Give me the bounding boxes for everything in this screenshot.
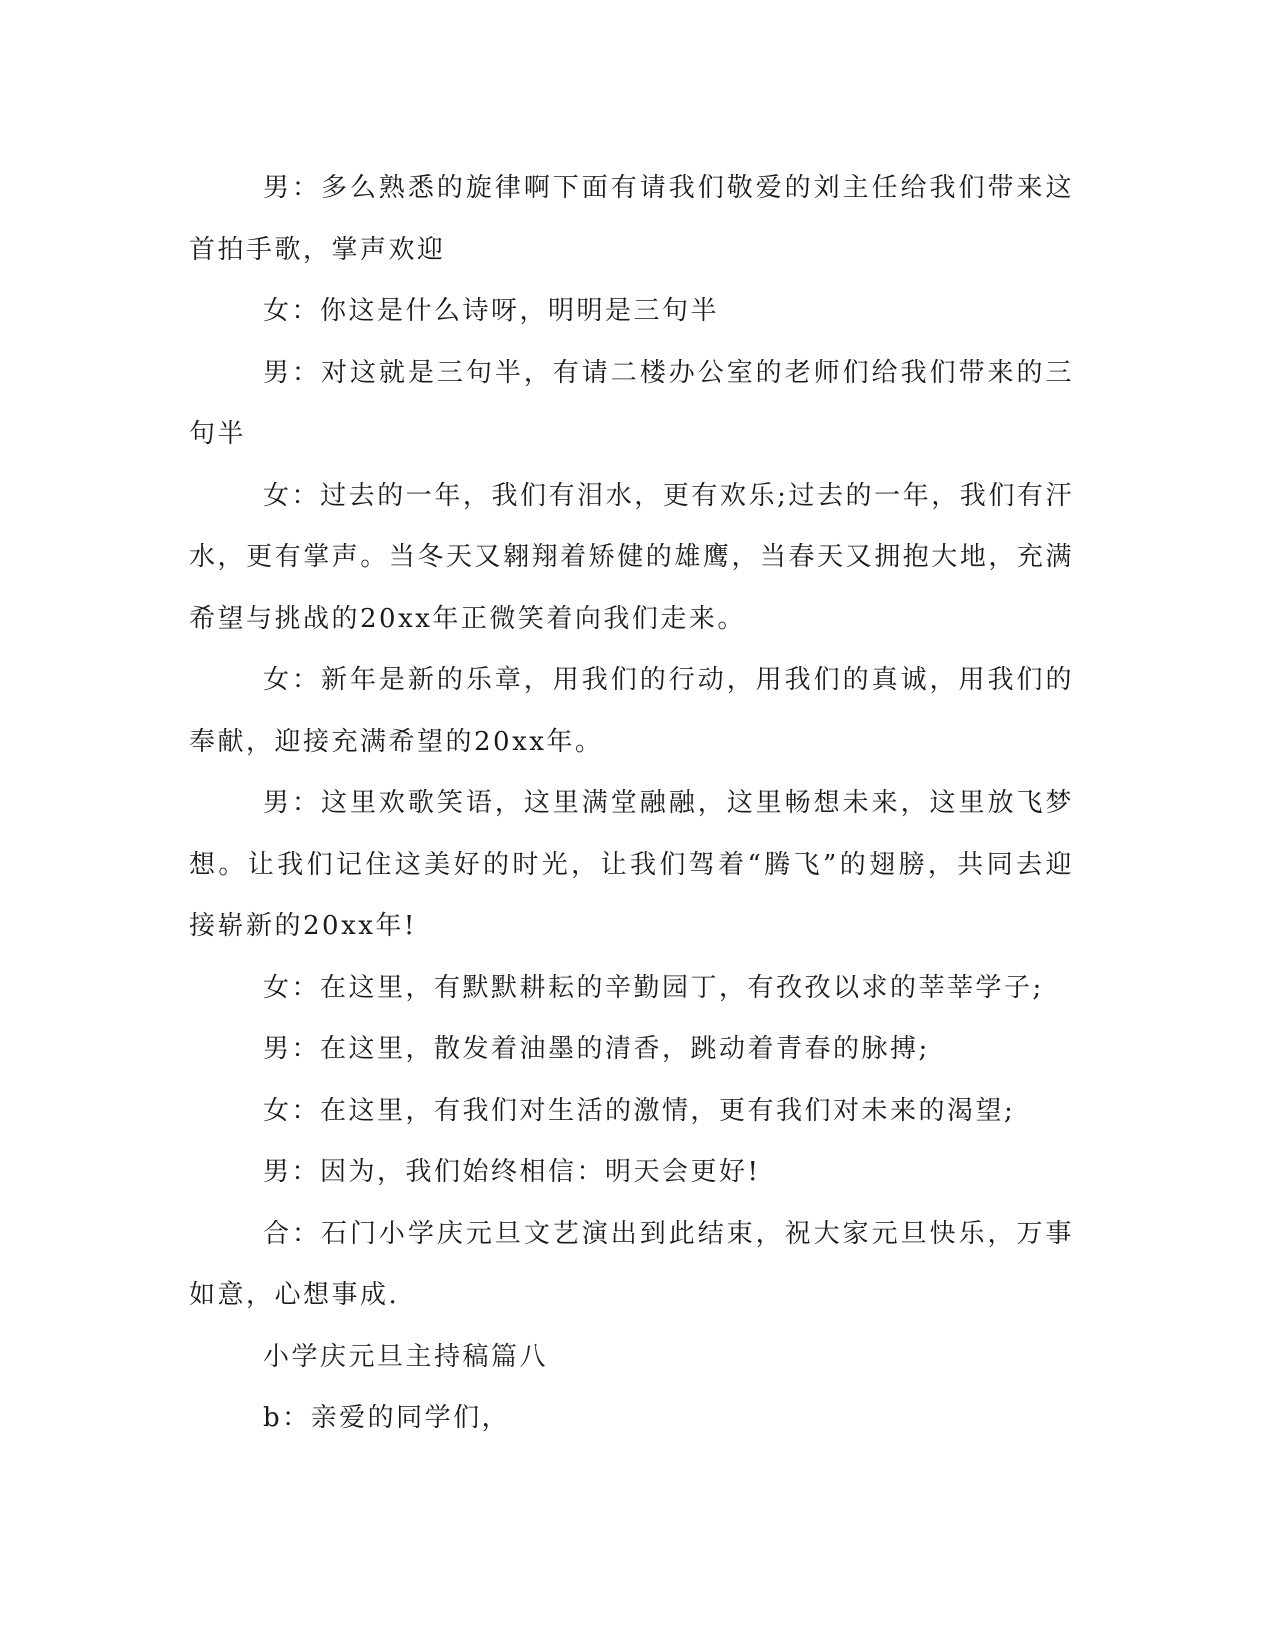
paragraph-b-dear-students: b：亲爱的同学们， (263, 1403, 511, 1433)
paragraph-male-three-and-half: 男：对这就是三句半，有请二楼办公室的老师们给我们带来的三句半 (189, 357, 1074, 449)
paragraph-male-joyful-songs: 男：这里欢歌笑语，这里满堂融融，这里畅想未来，这里放飞梦想。让我们记住这美好的时光，让我们驾着“腾飞”的翅膀，共同去迎接崭新的20xx年! (189, 788, 1074, 941)
paragraph-female-new-year-movement: 女：新年是新的乐章，用我们的行动，用我们的真诚，用我们的奉献，迎接充满希望的20xx年。 (189, 665, 1074, 757)
paragraph-female-what-poem: 女：你这是什么诗呀，明明是三句半 (263, 296, 720, 326)
section-heading: 小学庆元旦主持稿篇八 (263, 1341, 549, 1372)
paragraph-female-gardeners: 女：在这里，有默默耕耘的辛勤园丁，有孜孜以求的莘莘学子; (263, 972, 1044, 1003)
paragraph-male-better-tomorrow: 男：因为，我们始终相信：明天会更好! (263, 1157, 761, 1187)
paragraph-female-passion: 女：在这里，有我们对生活的激情，更有我们对未来的渴望; (263, 1095, 1016, 1126)
paragraph-male-ink-fragrance: 男：在这里，散发着油墨的清香，跳动着青春的脉搏; (263, 1034, 930, 1064)
paragraph-together-closing: 合：石门小学庆元旦文艺演出到此结束，祝大家元旦快乐，万事如意，心想事成. (189, 1218, 1074, 1310)
paragraph-male-familiar-melody: 男：多么熟悉的旋律啊下面有请我们敬爱的刘主任给我们带来这首拍手歌，掌声欢迎 (189, 173, 1074, 265)
paragraph-female-past-year: 女：过去的一年，我们有泪水，更有欢乐;过去的一年，我们有汗水，更有掌声。当冬天又翱翔着矫健的雄鹰，当春天又拥抱大地，充满希望与挑战的20xx年正微笑着向我们走来。 (189, 480, 1074, 634)
document-body (189, 158, 1074, 1450)
